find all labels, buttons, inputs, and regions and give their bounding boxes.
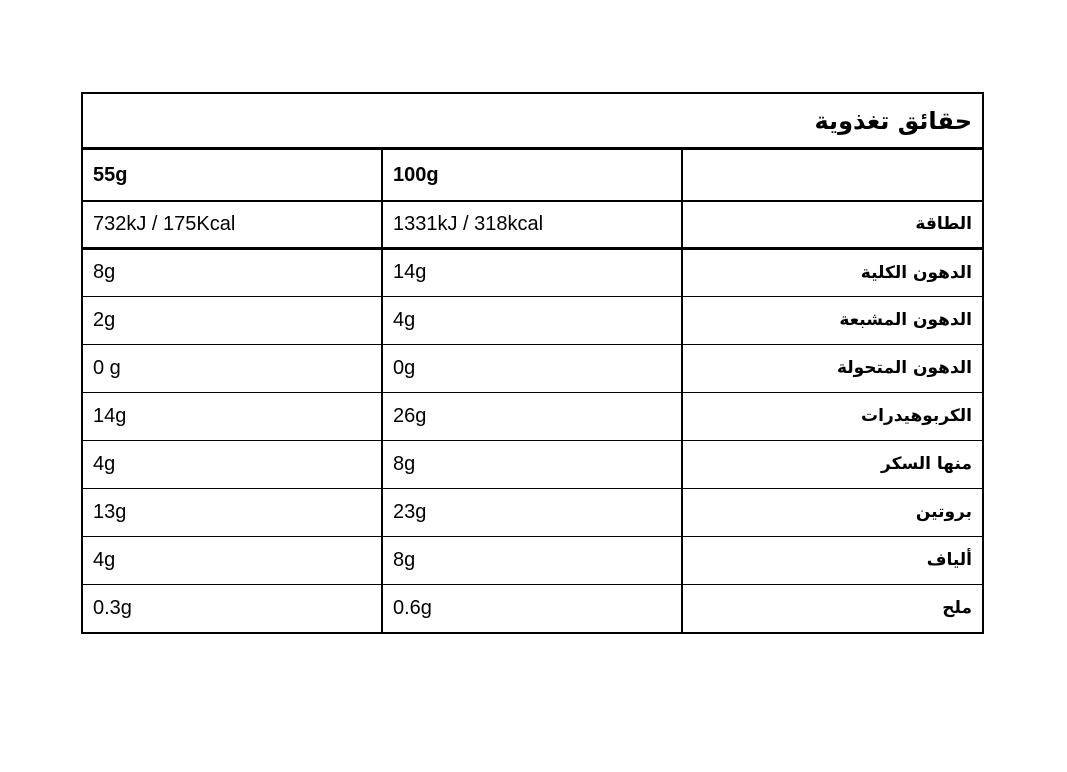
table-row [83, 440, 982, 488]
row-per-100: 26g [382, 392, 682, 440]
energy-row [83, 201, 982, 248]
row-per-serving: 0 g [83, 344, 382, 392]
table-title: حقائق تغذوية [814, 106, 972, 135]
header-per-100: 100g [382, 150, 682, 201]
row-label: بروتين [682, 488, 982, 536]
row-per-serving: 8g [83, 248, 382, 296]
energy-label: الطاقة [682, 201, 982, 248]
table-row [83, 344, 982, 392]
table-row [83, 536, 982, 584]
title-row [83, 94, 982, 150]
table-row [83, 392, 982, 440]
row-label: منها السكر [682, 440, 982, 488]
table-row [83, 584, 982, 632]
row-per-100: 4g [382, 296, 682, 344]
energy-per-100: 1331kJ / 318kcal [382, 201, 682, 248]
row-per-serving: 13g [83, 488, 382, 536]
row-label: الكربوهيدرات [682, 392, 982, 440]
row-per-serving: 0.3g [93, 596, 132, 619]
row-per-serving: 2g [83, 296, 382, 344]
table-row [83, 248, 982, 296]
row-per-serving: 4g [83, 440, 382, 488]
row-label: الدهون المشبعة [682, 296, 982, 344]
row-label: الدهون الكلية [682, 248, 982, 296]
row-per-100: 0.6g [382, 584, 682, 632]
row-per-serving: 4g [83, 536, 382, 584]
row-label: ملح [682, 584, 982, 632]
nutrition-facts-table [81, 92, 984, 634]
column-header-row [83, 150, 982, 201]
row-per-100: 8g [382, 536, 682, 584]
header-label-cell [682, 150, 982, 201]
row-per-100: 14g [382, 248, 682, 296]
row-per-serving: 14g [83, 392, 382, 440]
row-per-100: 23g [382, 488, 682, 536]
row-label: ألياف [682, 536, 982, 584]
row-per-100: 8g [382, 440, 682, 488]
table-row [83, 488, 982, 536]
table-row [83, 296, 982, 344]
row-label: الدهون المتحولة [682, 344, 982, 392]
header-per-serving: 55g [83, 150, 382, 201]
energy-per-serving: 732kJ / 175Kcal [83, 201, 382, 248]
nutrition-grid [83, 150, 982, 632]
row-per-100: 0g [382, 344, 682, 392]
